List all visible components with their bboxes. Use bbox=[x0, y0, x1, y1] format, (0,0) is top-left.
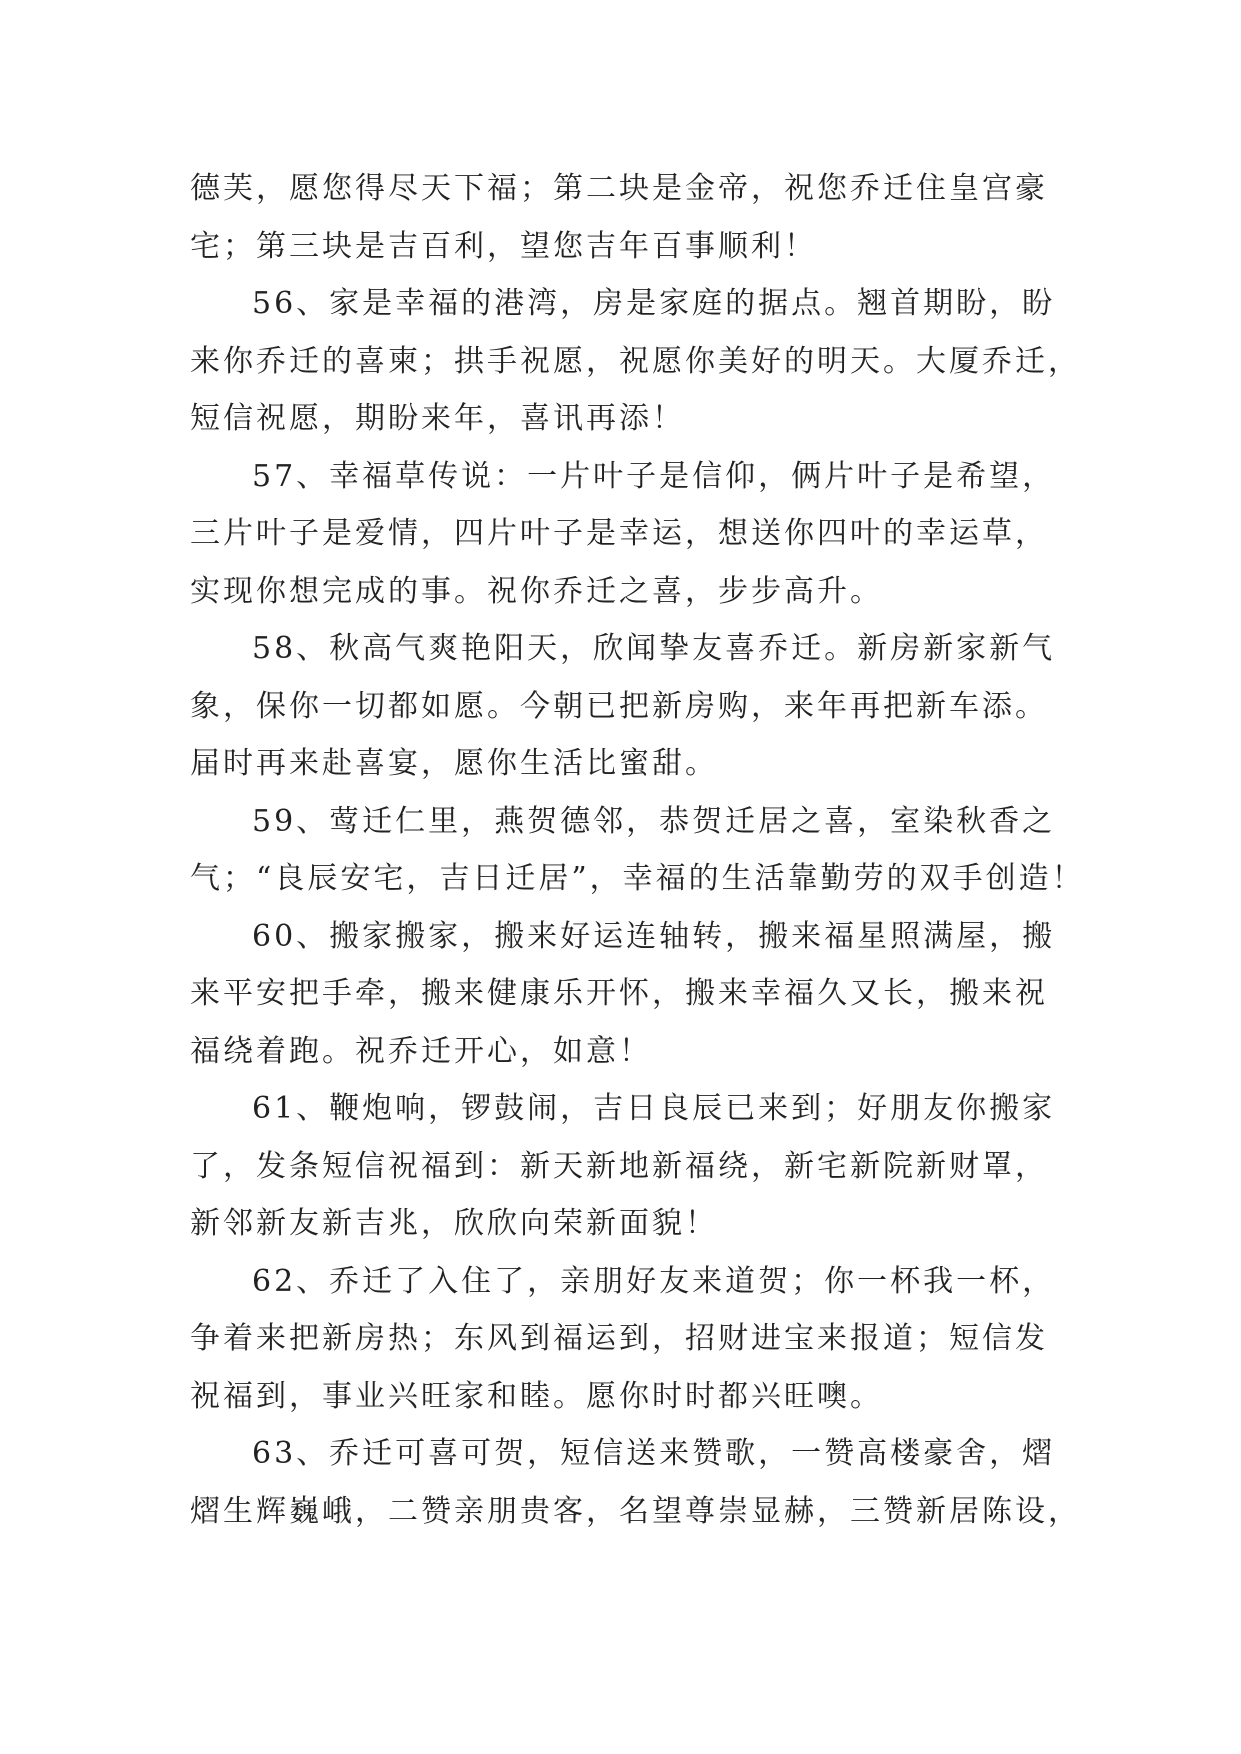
text-line: 德芙，愿您得尽天下福；第二块是金帝，祝您乔迁住皇宫豪 bbox=[190, 171, 1048, 206]
text-line: 新邻新友新吉兆，欣欣向荣新面貌！ bbox=[190, 1206, 718, 1241]
text-line: 61、鞭炮响，锣鼓闹，吉日良辰已来到；好朋友你搬家 bbox=[252, 1091, 1056, 1126]
text-line: 象，保你一切都如愿。今朝已把新房购，来年再把新车添。 bbox=[190, 688, 1048, 724]
paragraph-63 bbox=[190, 1425, 1080, 1540]
text-line: 福绕着跑。祝乔迁开心，如意！ bbox=[190, 1033, 652, 1069]
text-line: 三片叶子是爱情，四片叶子是幸运，想送你四叶的幸运草， bbox=[190, 516, 1048, 551]
text-line: 气；“良辰安宅，吉日迁居”，幸福的生活靠勤劳的双手创造！ bbox=[190, 861, 1085, 896]
text-line: 届时再来赴喜宴，愿你生活比蜜甜。 bbox=[190, 746, 718, 781]
text-line: 58、秋高气爽艳阳天，欣闻挚友喜乔迁。新房新家新气 bbox=[252, 631, 1056, 666]
text-line: 来你乔迁的喜柬；拱手祝愿，祝愿你美好的明天。大厦乔迁， bbox=[190, 343, 1081, 379]
paragraph-62 bbox=[190, 1253, 1080, 1426]
text-line: 62、乔迁了入住了，亲朋好友来道贺；你一杯我一杯， bbox=[252, 1263, 1056, 1299]
text-line: 宅；第三块是吉百利，望您吉年百事顺利！ bbox=[190, 228, 817, 264]
paragraph-60 bbox=[190, 908, 1080, 1081]
paragraph-continuation bbox=[190, 160, 1080, 275]
text-line: 了，发条短信祝福到：新天新地新福绕，新宅新院新财罩， bbox=[190, 1148, 1048, 1184]
paragraph-58 bbox=[190, 620, 1080, 793]
text-line: 60、搬家搬家，搬来好运连轴转，搬来福星照满屋，搬 bbox=[252, 918, 1056, 954]
text-line: 争着来把新房热；东风到福运到，招财进宝来报道；短信发 bbox=[190, 1321, 1048, 1356]
text-line: 59、莺迁仁里，燕贺德邻，恭贺迁居之喜，室染秋香之 bbox=[252, 803, 1056, 839]
paragraph-56 bbox=[190, 275, 1080, 448]
document-body bbox=[190, 160, 1085, 1540]
text-line: 63、乔迁可喜可贺，短信送来赞歌，一赞高楼豪舍，熠 bbox=[252, 1436, 1056, 1471]
text-line: 祝福到，事业兴旺家和睦。愿你时时都兴旺噢。 bbox=[190, 1378, 883, 1414]
paragraph-57 bbox=[190, 448, 1080, 621]
text-line: 熠生辉巍峨，二赞亲朋贵客，名望尊崇显赫，三赞新居陈设， bbox=[190, 1493, 1081, 1529]
text-line: 实现你想完成的事。祝你乔迁之喜，步步高升。 bbox=[190, 573, 883, 609]
paragraph-61 bbox=[190, 1080, 1080, 1253]
text-line: 来平安把手牵，搬来健康乐开怀，搬来幸福久又长，搬来祝 bbox=[190, 976, 1048, 1011]
paragraph-59 bbox=[190, 793, 1085, 908]
text-line: 56、家是幸福的港湾，房是家庭的据点。翘首期盼，盼 bbox=[252, 286, 1056, 321]
text-line: 短信祝愿，期盼来年，喜讯再添！ bbox=[190, 401, 685, 436]
text-line: 57、幸福草传说：一片叶子是信仰，俩片叶子是希望， bbox=[252, 458, 1056, 494]
